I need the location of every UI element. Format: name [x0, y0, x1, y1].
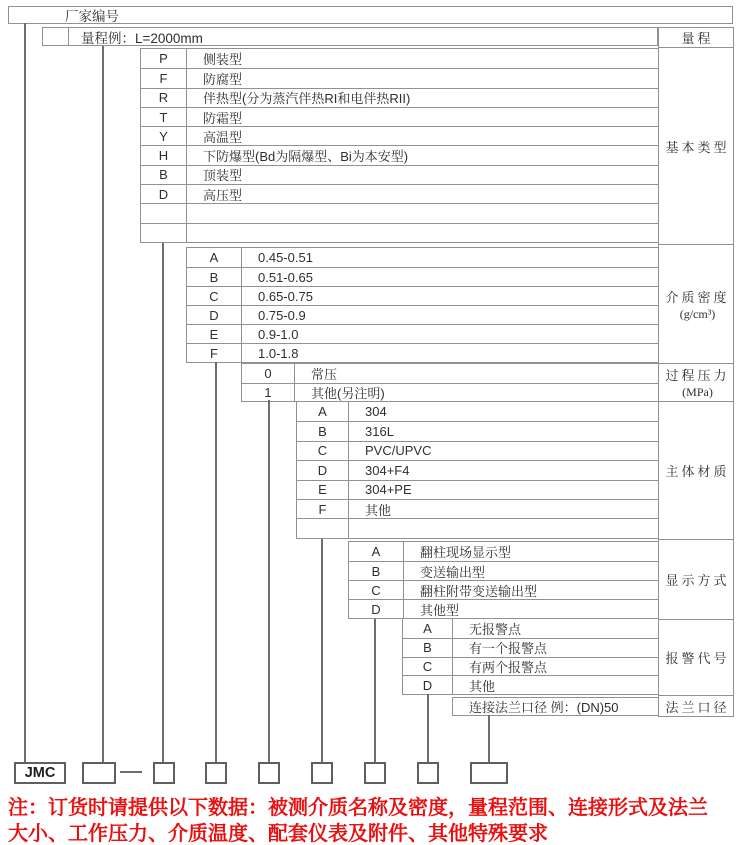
code-cell — [141, 204, 187, 222]
table-row — [297, 518, 658, 537]
desc-cell: 侧装型 — [203, 52, 243, 68]
desc-cell: 其他 — [365, 502, 392, 518]
code-cell: B — [403, 639, 453, 657]
factory-number-row — [8, 6, 733, 24]
desc-cell: 304+PE — [365, 482, 412, 498]
table-row — [297, 441, 658, 460]
desc-cell: 304 — [365, 404, 387, 420]
label-text: 主体材质 — [665, 464, 730, 479]
code-cell: D — [187, 306, 242, 324]
desc-cell: 0.75-0.9 — [258, 307, 306, 323]
code-cell: A — [349, 542, 404, 561]
code-cell: C — [349, 581, 404, 599]
alarm-code-table — [402, 618, 659, 695]
label-density — [659, 244, 733, 363]
density-table — [186, 247, 659, 363]
desc-cell: 0.45-0.51 — [258, 250, 313, 265]
code-box-pressure — [258, 762, 280, 784]
display-mode-table — [348, 541, 659, 619]
table-row — [349, 542, 658, 561]
table-row — [187, 267, 658, 286]
code-cell: P — [141, 49, 187, 68]
table-row — [297, 421, 658, 440]
code-cell: 0 — [242, 364, 295, 383]
table-row — [141, 49, 658, 68]
label-alarm-code — [659, 619, 733, 695]
desc-cell: 顶装型 — [203, 168, 243, 184]
table-row — [297, 480, 658, 499]
desc-cell — [187, 224, 658, 242]
code-cell: E — [297, 481, 349, 499]
desc-cell: 下防爆型(Bd为隔爆型、Bi为本安型) — [203, 149, 409, 165]
code-cell: D — [297, 461, 349, 479]
desc-cell: 有两个报警点 — [469, 660, 548, 675]
code-cell: A — [297, 402, 349, 421]
desc-cell: 316L — [365, 424, 394, 440]
flange-size-label: 连接法兰口径 例：(DN)50 — [469, 700, 619, 715]
pressure-table — [241, 363, 659, 402]
code-cell: B — [349, 562, 404, 580]
code-box-density — [205, 762, 227, 784]
range-row — [42, 27, 658, 46]
code-box-flange — [470, 762, 508, 784]
desc-cell: 其他 — [469, 678, 496, 694]
label-basic-type — [659, 47, 733, 244]
label-text: 法兰口径 — [665, 699, 730, 715]
table-row — [141, 126, 658, 145]
model-prefix-text: JMC — [24, 765, 56, 781]
desc-cell: 0.9-1.0 — [258, 326, 299, 342]
table-row — [242, 364, 658, 383]
code-cell: Y — [141, 127, 187, 145]
table-row — [297, 499, 658, 518]
label-text: 显示方式 — [665, 573, 730, 588]
code-cell: C — [297, 442, 349, 460]
desc-cell: 高温型 — [203, 129, 243, 145]
label-text: 量程 — [681, 31, 714, 46]
ordering-note-line2: 大小、工作压力、介质温度、配套仪表及附件、其他特殊要求 — [8, 823, 548, 845]
connector-line-material — [321, 539, 323, 762]
label-pressure — [659, 363, 733, 401]
table-row — [403, 657, 658, 676]
code-cell: B — [297, 422, 349, 440]
code-cell: D — [349, 600, 404, 618]
table-row — [141, 165, 658, 184]
table-row — [141, 223, 658, 242]
table-row — [141, 68, 658, 87]
range-row-spacer — [43, 28, 69, 45]
desc-cell: PVC/UPVC — [365, 443, 432, 459]
desc-cell: 变送输出型 — [420, 564, 486, 580]
ordering-note — [8, 795, 748, 845]
flange-size-row — [452, 697, 659, 716]
table-row — [141, 88, 658, 107]
table-row — [403, 638, 658, 657]
desc-cell — [349, 519, 658, 537]
code-box-alarm — [417, 762, 439, 784]
desc-cell: 常压 — [311, 366, 338, 382]
code-separator-dash — [120, 771, 142, 773]
table-row — [187, 286, 658, 305]
desc-cell: 翻柱附带变送输出型 — [420, 583, 538, 599]
connector-line-alarm — [427, 694, 429, 762]
desc-cell: 有一个报警点 — [469, 641, 548, 657]
table-row — [297, 460, 658, 479]
factory-number-label: 厂家编号 — [65, 9, 119, 24]
table-row — [141, 184, 658, 203]
table-row — [141, 145, 658, 164]
label-text: 介质密度 — [665, 289, 730, 305]
code-box-basic-type — [153, 762, 175, 784]
table-row — [141, 203, 658, 222]
table-row — [349, 599, 658, 618]
material-table — [296, 401, 659, 539]
table-row — [349, 561, 658, 580]
code-cell: D — [403, 676, 453, 694]
label-text: 过程压力 — [665, 368, 730, 383]
range-example-label: 量程例：L=2000mm — [81, 30, 203, 46]
desc-cell: 高压型 — [203, 187, 243, 203]
code-cell: T — [141, 108, 187, 126]
desc-cell: 翻柱现场显示型 — [420, 545, 512, 561]
desc-cell: 1.0-1.8 — [258, 345, 299, 361]
basic-type-table — [140, 48, 659, 243]
desc-cell: 其他型 — [420, 602, 460, 618]
connector-line-display — [374, 619, 376, 762]
table-row — [187, 305, 658, 324]
code-cell: H — [141, 146, 187, 164]
code-cell: C — [187, 287, 242, 305]
table-row — [187, 248, 658, 267]
code-cell — [297, 519, 349, 537]
label-unit-text: (MPa) — [682, 385, 713, 399]
code-cell: 1 — [242, 384, 295, 402]
table-row — [187, 343, 658, 362]
code-cell — [141, 224, 187, 242]
connector-line-density — [215, 362, 217, 762]
connector-line-range — [102, 46, 104, 762]
table-row — [349, 580, 658, 599]
code-cell: F — [297, 500, 349, 518]
table-row — [141, 107, 658, 126]
table-row — [403, 675, 658, 694]
code-cell: F — [187, 344, 242, 362]
ordering-note-line1: 注：订货时请提供以下数据：被测介质名称及密度，量程范围、连接形式及法兰 — [8, 797, 708, 819]
table-row — [403, 619, 658, 638]
connector-line-flange — [488, 715, 490, 762]
code-cell: E — [187, 325, 242, 343]
code-cell: R — [141, 89, 187, 107]
label-text: 基本类型 — [665, 139, 730, 155]
desc-cell: 无报警点 — [469, 621, 522, 637]
label-text: 报警代号 — [665, 651, 730, 666]
desc-cell: 0.51-0.65 — [258, 269, 313, 285]
code-box-display — [364, 762, 386, 784]
code-cell: C — [403, 658, 453, 676]
code-box-material — [311, 762, 333, 784]
desc-cell: 伴热型(分为蒸汽伴热RI和电伴热RII) — [203, 91, 411, 107]
desc-cell: 防霜型 — [203, 110, 243, 126]
code-box-range — [82, 762, 116, 784]
desc-cell: 其他(另注明) — [311, 385, 385, 401]
label-range — [659, 28, 733, 47]
connector-line-basic-type — [162, 243, 164, 762]
code-cell: F — [141, 69, 187, 87]
table-row — [297, 402, 658, 421]
code-cell: D — [141, 185, 187, 203]
desc-cell: 防腐型 — [203, 71, 243, 87]
model-prefix-box — [14, 762, 66, 784]
category-label-column — [658, 27, 734, 717]
desc-cell — [187, 204, 658, 222]
label-flange-size — [659, 695, 733, 716]
connector-line-factory — [24, 23, 26, 762]
desc-cell: 0.65-0.75 — [258, 288, 313, 304]
code-cell: A — [187, 248, 242, 267]
code-cell: B — [141, 166, 187, 184]
connector-line-pressure — [268, 400, 270, 762]
label-display-mode — [659, 539, 733, 619]
table-row — [242, 383, 658, 402]
label-material — [659, 401, 733, 539]
code-cell: B — [187, 268, 242, 286]
desc-cell: 304+F4 — [365, 462, 410, 478]
code-cell: A — [403, 619, 453, 638]
table-row — [187, 324, 658, 343]
label-unit-text: (g/cm³) — [679, 306, 716, 321]
